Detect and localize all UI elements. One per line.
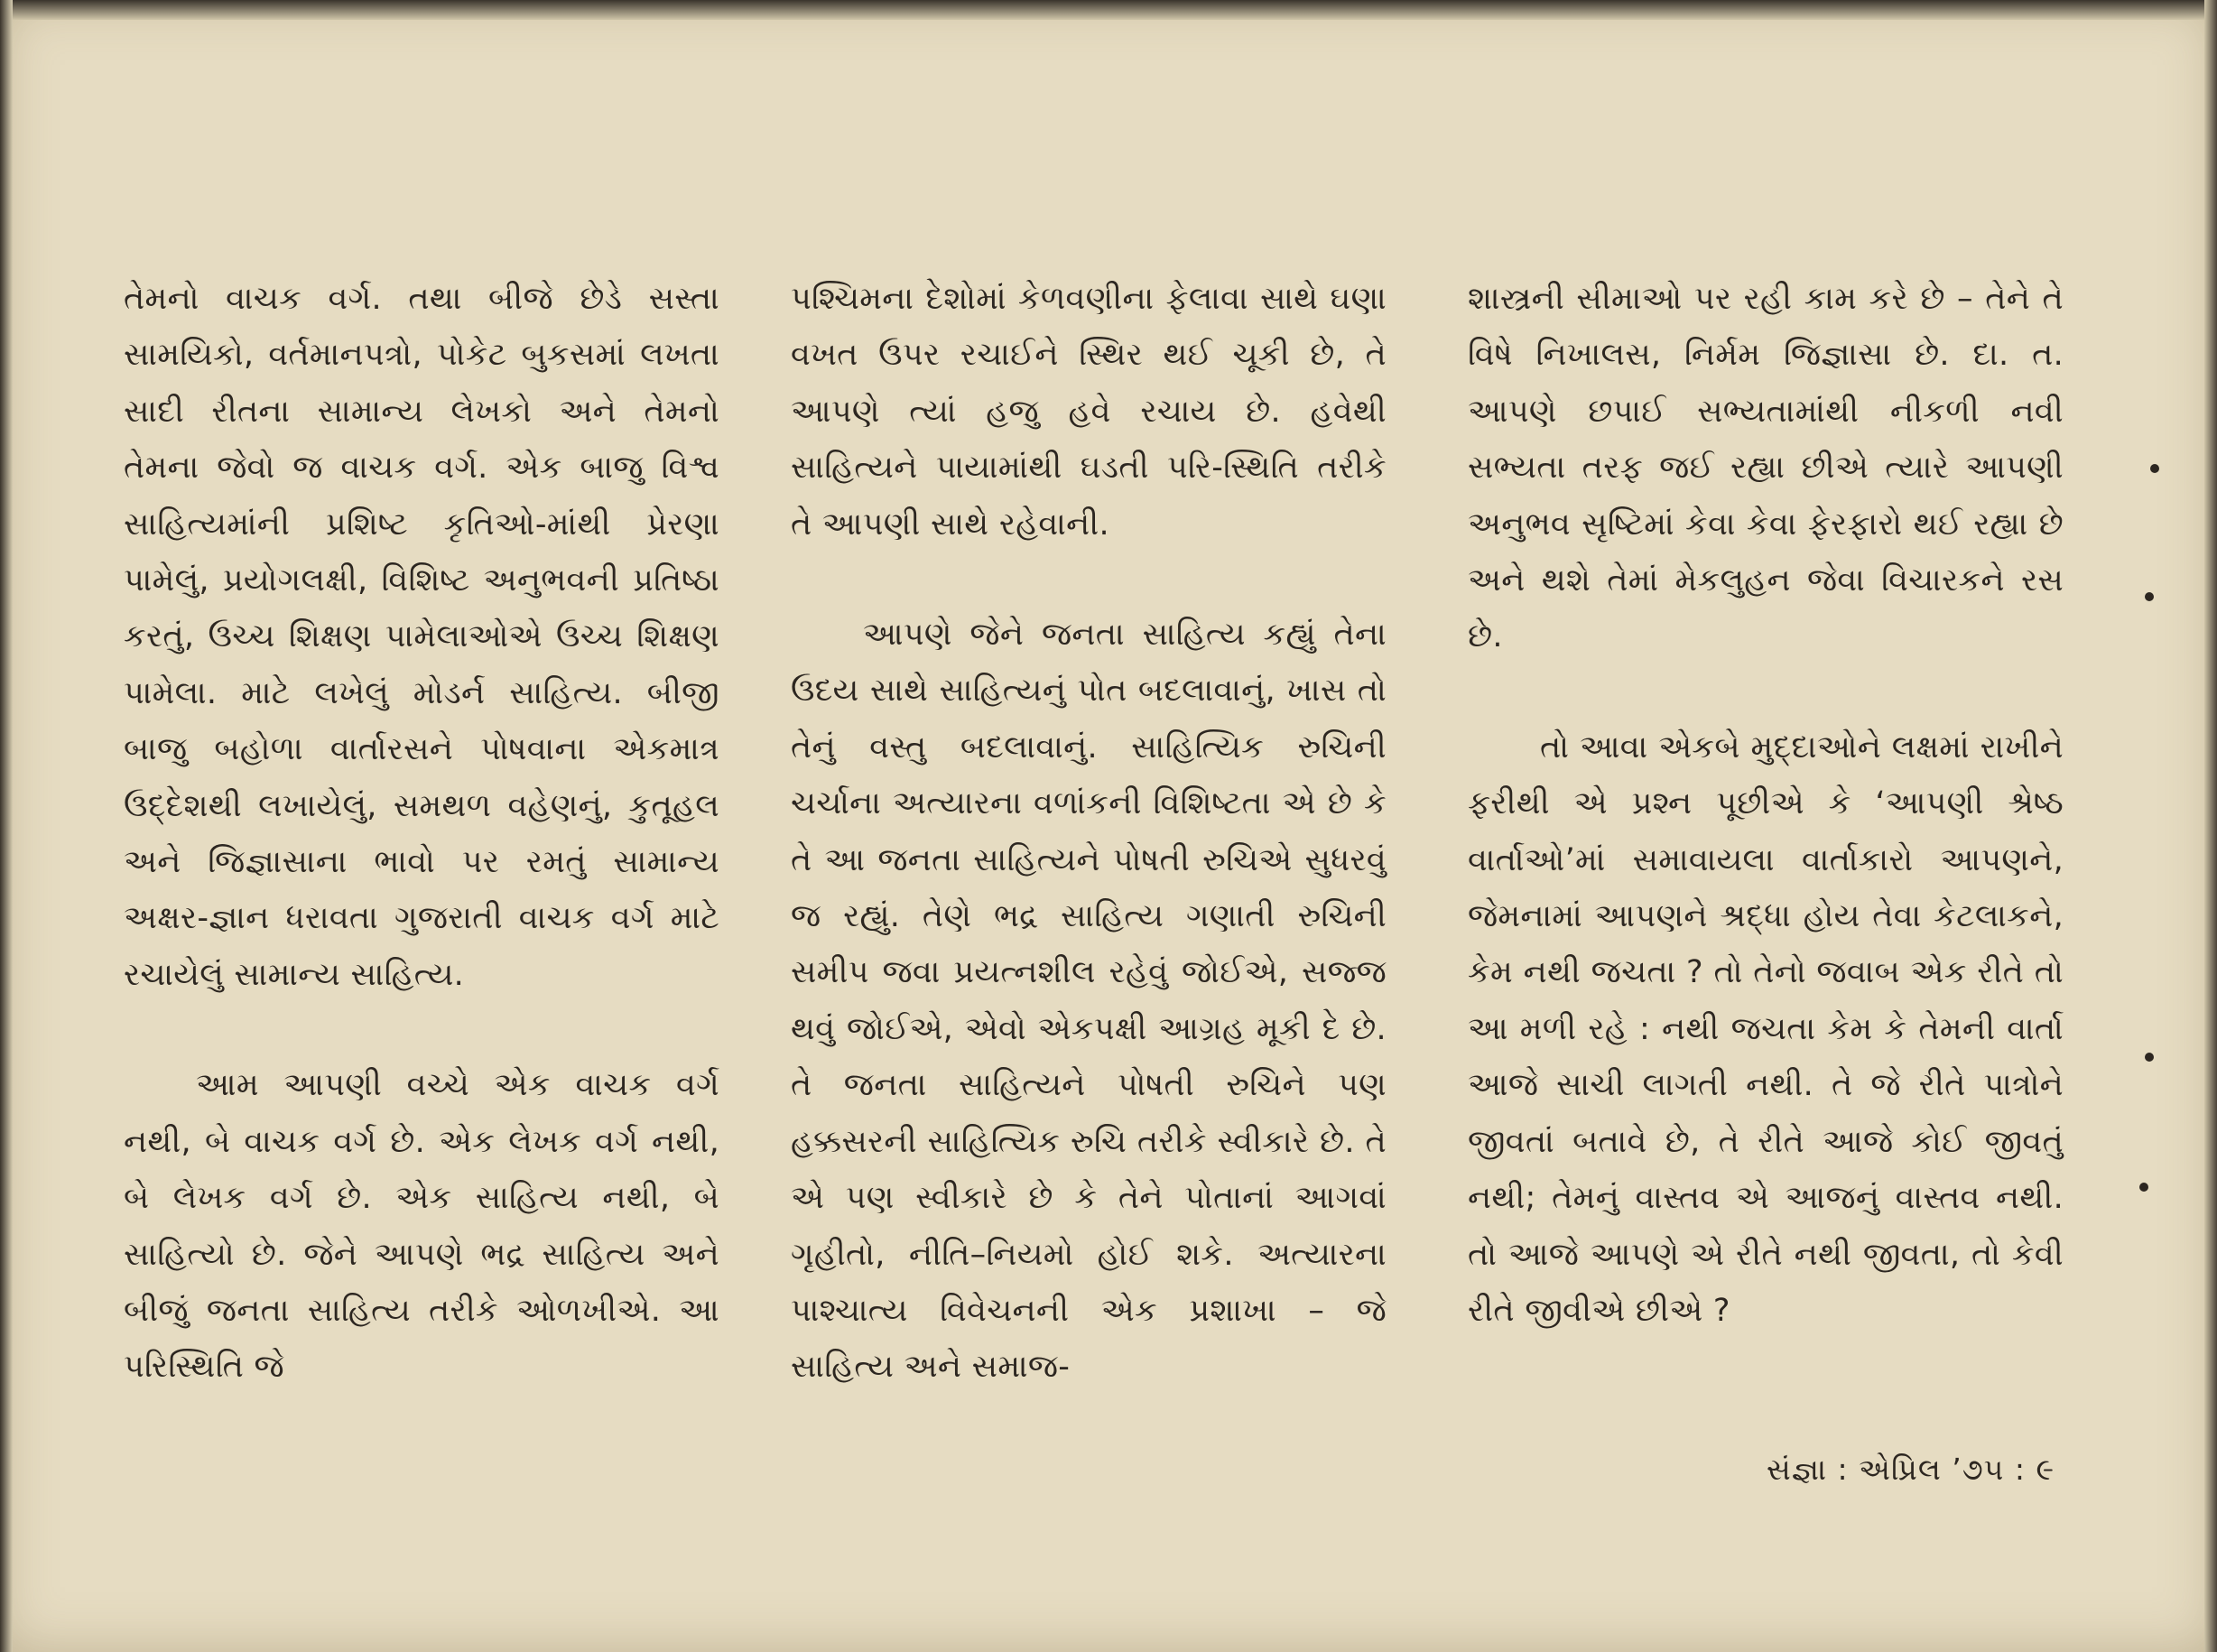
margin-dot-mark (2150, 464, 2159, 473)
page-right-edge (2204, 0, 2217, 1652)
paragraph: તેમનો વાચક વર્ગ. તથા બીજે છેડે સસ્તા સામયિકો, વર્તમાનપત્રો, પોકેટ બુકસમાં લખતા સાદી રીતના સામાન્ય લેખકો અને તેમનો તેમના જેવો જ વાચક વર્ગ. એક બાજુ વિશ્વ સાહિત્યમાંની પ્રશિષ્ટ કૃતિઓ-માંથી પ્રેરણા પામેલું, પ્રયોગલક્ષી, વિશિષ્ટ અનુભવની પ્રતિષ્ઠા કરતું, ઉચ્ચ શિક્ષણ પામેલાઓએ ઉચ્ચ શિક્ષણ પામેલા. માટે લખેલું મોડર્ન સાહિત્ય. બીજી બાજુ બહોળા વાર્તારસને પોષવાના એકમાત્ર ઉદ્દેશથી લખાયેલું, સમથળ વહેણનું, કુતૂહલ અને જિજ્ઞાસાના ભાવો પર રમતું સામાન્ય અક્ષર-જ્ઞાન ધરાવતા ગુજરાતી વાચક વર્ગ માટે રચાયેલું સામાન્ય સાહિત્ય. (124, 281, 719, 993)
text-column-middle (791, 271, 1387, 1396)
page-top-edge (0, 0, 2217, 20)
text-column-left (124, 271, 719, 1396)
margin-dot-mark (2145, 592, 2154, 601)
paragraph: આમ આપણી વચ્ચે એક વાચક વર્ગ નથી, બે વાચક વર્ગ છે. એક લેખક વર્ગ નથી, બે લેખક વર્ગ છે. એક સાહિત્ય નથી, બે સાહિત્યો છે. જેને આપણે ભદ્ર સાહિત્ય અને બીજું જનતા સાહિત્ય તરીકે ઓળખીએ. આ પરિસ્થિતિ જે (124, 1067, 719, 1386)
paragraph: તો આવા એકબે મુદ્દાઓને લક્ષમાં રાખીને ફરીથી એ પ્રશ્ન પૂછીએ કે ‘આપણી શ્રેષ્ઠ વાર્તાઓ’માં સમાવાયલા વાર્તાકારો આપણને, જેમનામાં આપણને શ્રદ્ધા હોય તેવા કેટલાકને, કેમ નથી જચતા ? તો તેનો જવાબ એક રીતે તો આ મળી રહે : નથી જચતા કેમ કે તેમની વાર્તા આજે સાચી લાગતી નથી. તે જે રીતે પાત્રોને જીવતાં બતાવે છે, તે રીતે આજે કોઈ જીવતું નથી; તેમનું વાસ્તવ એ આજનું વાસ્તવ નથી. તો આજે આપણે એ રીતે નથી જીવતા, તો કેવી રીતે જીવીએ છીએ ? (1468, 729, 2064, 1329)
paragraph: આપણે જેને જનતા સાહિત્ય કહ્યું તેના ઉદય સાથે સાહિત્યનું પોત બદલાવાનું, ખાસ તો તેનું વસ્તુ બદલાવાનું. સાહિત્યિક રુચિની ચર્ચાના અત્યારના વળાંકની વિશિષ્ટતા એ છે કે તે આ જનતા સાહિત્યને પોષતી રુચિએ સુધરવું જ રહ્યું. તેણે ભદ્ર સાહિત્ય ગણાતી રુચિની સમીપ જવા પ્રયત્નશીલ રહેવું જોઈએ, સજ્જ થવું જોઈએ, એવો એકપક્ષી આગ્રહ મૂકી દે છે. તે જનતા સાહિત્યને પોષતી રુચિને પણ હક્કસરની સાહિત્યિક રુચિ તરીકે સ્વીકારે છે. તે એ પણ સ્વીકારે છે કે તેને પોતાનાં આગવાં ગૃહીતો, નીતિ–નિયમો હોઈ શકે. અત્યારના પાશ્ચાત્ય વિવેચનની એક પ્રશાખા – જે સાહિત્ય અને સમાજ- (791, 617, 1387, 1386)
paragraph: શાસ્ત્રની સીમાઓ પર રહી કામ કરે છે – તેને તે વિષે નિખાલસ, નિર્મમ જિજ્ઞાસા છે. દા. ત. આપણે છપાઈ સભ્યતામાંથી નીકળી નવી સભ્યતા તરફ જઈ રહ્યા છીએ ત્યારે આપણી અનુભવ સૃષ્ટિમાં કેવા કેવા ફેરફારો થઈ રહ્યા છે અને થશે તેમાં મેકલુહન જેવા વિચારકને રસ છે. (1468, 281, 2064, 655)
page-left-edge (0, 0, 13, 1652)
paragraph: પશ્ચિમના દેશોમાં કેળવણીના ફેલાવા સાથે ઘણા વખત ઉપર રચાઈને સ્થિર થઈ ચૂકી છે, તે આપણે ત્યાં હજુ હવે રચાય છે. હવેથી સાહિત્યને પાયામાંથી ઘડતી પરિ-સ્થિતિ તરીકે તે આપણી સાથે રહેવાની. (791, 281, 1387, 543)
text-column-right (1468, 271, 2064, 1339)
page-footer: સંજ્ઞા : એપ્રિલ ’૭૫ : ૯ (1767, 1452, 2055, 1487)
margin-dot-mark (2145, 1053, 2154, 1062)
margin-dot-mark (2139, 1183, 2148, 1192)
